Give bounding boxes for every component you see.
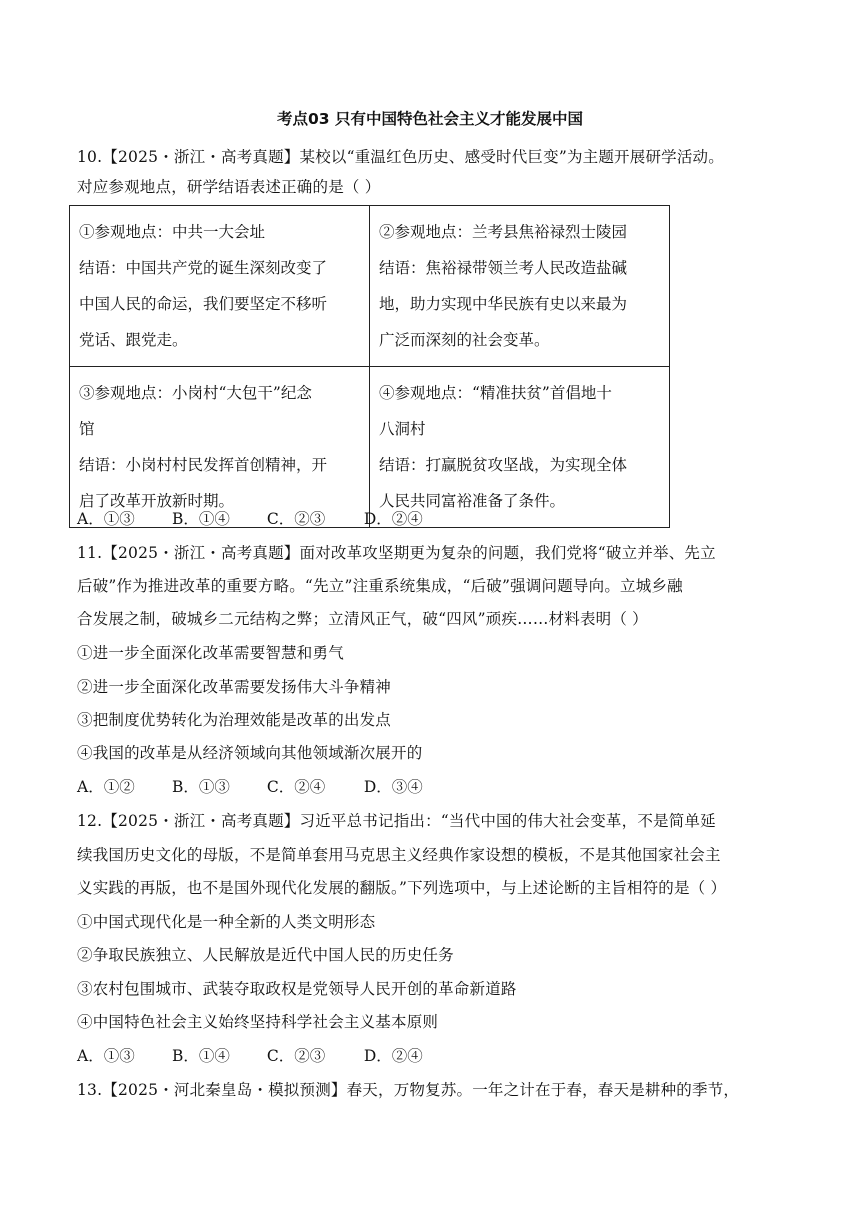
- q11-stem-line-2: 后破”作为推进改革的重要方略。“先立”注重系统集成，“后破”强调问题导向。立城乡融: [77, 577, 683, 595]
- q10-cell-4: [370, 367, 670, 528]
- cell-line: 中国人民的命运，我们要坚定不移听: [79, 295, 328, 313]
- q11-options: [77, 776, 423, 798]
- option-c: C．②④: [266, 778, 326, 796]
- q11-stem-line-3: 合发展之制，破城乡二元结构之弊；立清风正气，破“四风”顽疾……材料表明（ ）: [77, 610, 648, 628]
- cell-line: ②参观地点：兰考县焦裕禄烈士陵园: [379, 223, 628, 241]
- q12-item-4: ④中国特色社会主义始终坚持科学社会主义基本原则: [77, 1013, 439, 1031]
- q10-options: [77, 508, 423, 530]
- cell-line: 馆: [79, 420, 95, 438]
- q11-item-3: ③把制度优势转化为治理效能是改革的出发点: [77, 711, 392, 729]
- cell-line: 结语：小岗村村民发挥首创精神，开: [79, 456, 328, 474]
- cell-line: 结语：中国共产党的诞生深刻改变了: [79, 259, 328, 277]
- q11-item-2: ②进一步全面深化改革需要发扬伟大斗争精神: [77, 678, 392, 696]
- cell-line: 人民共同富裕准备了条件。: [379, 492, 566, 510]
- q13-stem-line-1: 13.【2025・河北秦皇岛・模拟预测】春天，万物复苏。一年之计在于春，春天是耕种的季节，: [77, 1081, 740, 1099]
- option-a: A．①③: [77, 1047, 135, 1065]
- option-a: A．①②: [77, 778, 135, 796]
- cell-line: 结语：焦裕禄带领兰考人民改造盐碱: [379, 259, 628, 277]
- q12-stem-line-2: 续我国历史文化的母版，不是简单套用马克思主义经典作家设想的模板，不是其他国家社会主: [77, 846, 721, 864]
- cell-line: 启了改革开放新时期。: [79, 492, 235, 510]
- cell-line: 党话、跟党走。: [79, 331, 188, 349]
- cell-line: ①参观地点：中共一大会址: [79, 223, 266, 241]
- q11-item-1: ①进一步全面深化改革需要智慧和勇气: [77, 644, 344, 662]
- cell-line: 广泛而深刻的社会变革。: [379, 331, 550, 349]
- q11-stem-line-1: 11.【2025・浙江・高考真题】面对改革攻坚期更为复杂的问题，我们党将“破立并举、先立: [77, 544, 716, 562]
- option-d: D．②④: [363, 510, 423, 528]
- q10-table: [69, 205, 670, 528]
- option-d: D．③④: [363, 778, 423, 796]
- option-c: C．②③: [266, 510, 326, 528]
- cell-line: 地，助力实现中华民族有史以来最为: [379, 295, 628, 313]
- q10-cell-3: [70, 367, 370, 528]
- q10-stem-line-2: 对应参观地点，研学结语表述正确的是（ ）: [77, 178, 381, 196]
- q10-cell-2: [370, 206, 670, 367]
- q12-item-2: ②争取民族独立、人民解放是近代中国人民的历史任务: [77, 946, 454, 964]
- cell-line: 结语：打赢脱贫攻坚战，为实现全体: [379, 456, 628, 474]
- option-b: B．①④: [171, 1047, 230, 1065]
- q12-item-3: ③农村包围城市、武装夺取政权是党领导人民开创的革命新道路: [77, 980, 517, 998]
- option-d: D．②④: [363, 1047, 423, 1065]
- section-title: 考点03 只有中国特色社会主义才能发展中国: [277, 110, 583, 128]
- q12-stem-line-1: 12.【2025・浙江・高考真题】习近平总书记指出：“当代中国的伟大社会变革，不是简单延: [77, 812, 716, 830]
- cell-line: ④参观地点：“精准扶贫”首倡地十: [379, 384, 612, 402]
- q12-item-1: ①中国式现代化是一种全新的人类文明形态: [77, 913, 376, 931]
- cell-line: ③参观地点：小岗村“大包干”纪念: [79, 384, 312, 402]
- option-b: B．①③: [171, 778, 230, 796]
- option-c: C．②③: [266, 1047, 326, 1065]
- option-b: B．①④: [171, 510, 230, 528]
- q10-stem-line-1: 10.【2025・浙江・高考真题】某校以“重温红色历史、感受时代巨变”为主题开展研学活动。: [77, 148, 724, 166]
- q10-cell-1: [70, 206, 370, 367]
- q12-stem-line-3: 义实践的再版，也不是国外现代化发展的翻版。”下列选项中，与上述论断的主旨相符的是（ ）: [77, 879, 727, 897]
- option-a: A．①③: [77, 510, 135, 528]
- q11-item-4: ④我国的改革是从经济领域向其他领域渐次展开的: [77, 744, 423, 762]
- cell-line: 八洞村: [379, 420, 426, 438]
- q12-options: [77, 1045, 423, 1067]
